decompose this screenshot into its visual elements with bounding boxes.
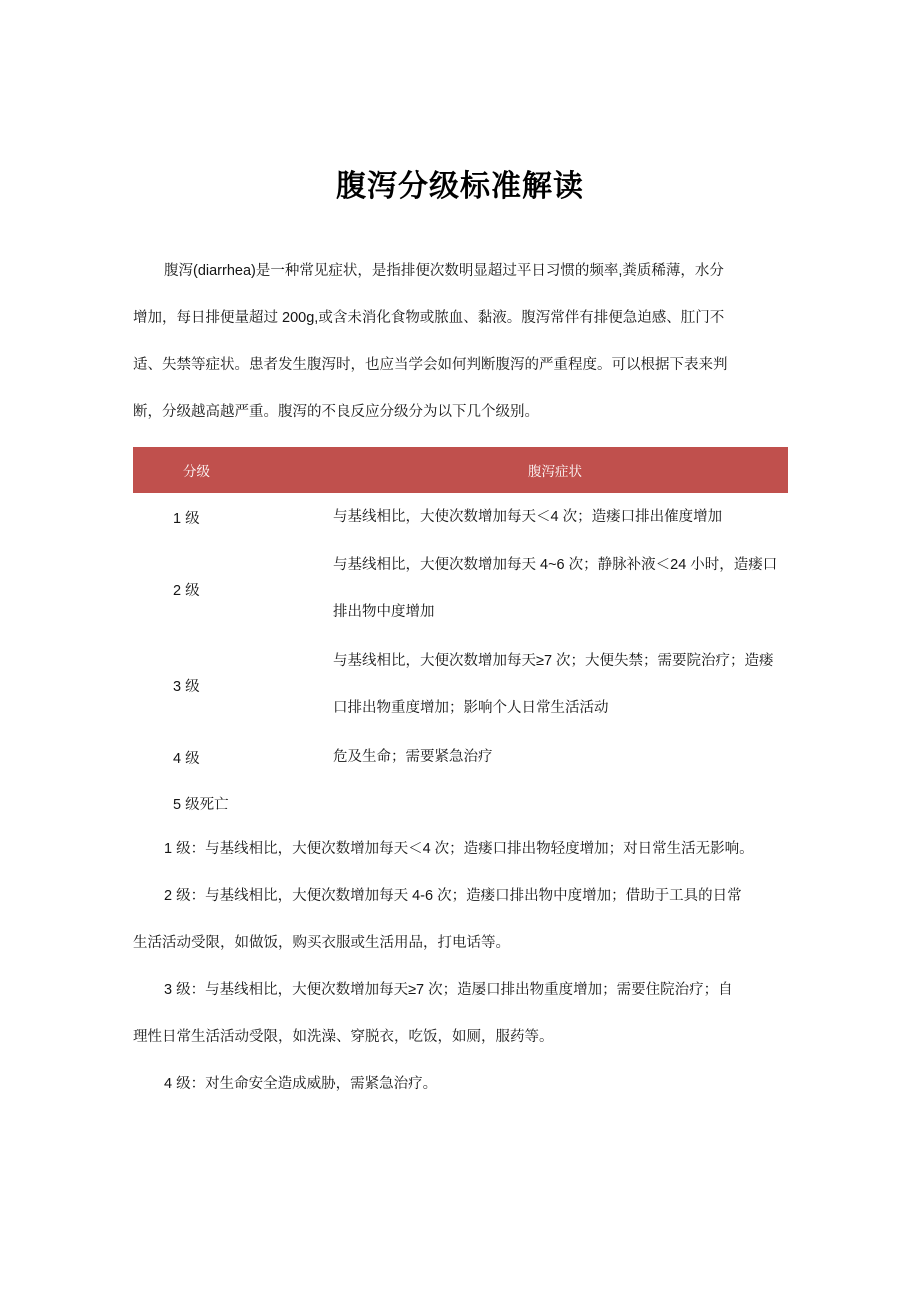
intro-line: 断，分级越高越严重。腹泻的不良反应分级分为以下几个级别。 <box>133 404 539 420</box>
column-header-symptom: 腹泻症状 <box>333 447 788 493</box>
symptom-line: 排出物中度增加 <box>333 604 435 620</box>
table-row <box>133 781 788 825</box>
cell-symptom <box>333 637 788 733</box>
intro-line: 增加，每日排便量超过 200g,或含未消化食物或脓血、黏液。腹泻常伴有排便急迫感、肛门不 <box>133 310 725 326</box>
note-paragraph-grade4 <box>133 1061 788 1108</box>
table-row <box>133 541 788 637</box>
cell-symptom <box>333 493 788 541</box>
note-paragraph-grade2 <box>133 873 788 967</box>
note-line: 2 级：与基线相比，大便次数增加每天 4-6 次；造瘘口排出物中度增加；借助于工具的日常 <box>164 888 742 904</box>
table-header <box>133 447 788 493</box>
intro-line: 适、失禁等症状。患者发生腹泻时，也应当学会如何判断腹泻的严重程度。可以根据下表来判 <box>133 357 728 373</box>
note-line: 生活活动受限，如做饭，购买衣服或生活用品，打电话等。 <box>133 935 510 951</box>
cell-grade: 5 级死亡 <box>133 781 333 825</box>
diarrhea-grading-table <box>133 447 788 825</box>
table-row <box>133 493 788 541</box>
symptom-line: 与基线相比，大便次数增加每天 4~6 次；静脉补液＜24 小时，造瘘口 <box>333 557 778 573</box>
table-body <box>133 493 788 825</box>
table-row <box>133 637 788 733</box>
cell-symptom <box>333 781 788 825</box>
page-title: 腹泻分级标准解读 <box>336 170 584 203</box>
note-paragraph-grade3 <box>133 967 788 1061</box>
note-paragraph-grade1 <box>133 826 788 873</box>
cell-symptom <box>333 733 788 781</box>
table-row <box>133 733 788 781</box>
column-header-grade: 分级 <box>133 447 333 493</box>
note-line: 3 级：与基线相比，大便次数增加每天≥7 次；造屡口排出物重度增加；需要住院治疗；自 <box>164 982 733 998</box>
notes-section <box>133 826 788 1108</box>
note-line: 1 级：与基线相比，大便次数增加每天＜4 次；造瘘口排出物轻度增加；对日常生活无影响。 <box>164 841 754 857</box>
symptom-line: 与基线相比，大便次数增加每天≥7 次；大便失禁；需要院治疗；造瘘 <box>333 653 774 669</box>
cell-grade: 1 级 <box>133 493 333 541</box>
symptom-line: 与基线相比，大使次数增加每天＜4 次；造瘘口排出傕度增加 <box>333 508 723 525</box>
cell-symptom <box>333 541 788 637</box>
cell-grade: 3 级 <box>133 637 333 733</box>
cell-grade: 2 级 <box>133 541 333 637</box>
note-line: 理性日常生活活动受限，如洗澡、穿脱衣，吃饭，如厕，服药等。 <box>133 1029 554 1045</box>
symptom-line: 口排出物重度增加；影响个人日常生活活动 <box>333 700 609 716</box>
intro-line: 腹泻(diarrhea)是一种常见症状，是指排便次数明显超过平日习惯的频率,粪质稀薄，水分 <box>164 263 724 279</box>
cell-grade: 4 级 <box>133 733 333 781</box>
note-line: 4 级：对生命安全造成威胁，需紧急治疗。 <box>164 1076 438 1092</box>
intro-paragraph <box>133 248 788 436</box>
symptom-line: 危及生命；需要紧急治疗 <box>333 748 493 765</box>
table-header-row <box>133 447 788 493</box>
